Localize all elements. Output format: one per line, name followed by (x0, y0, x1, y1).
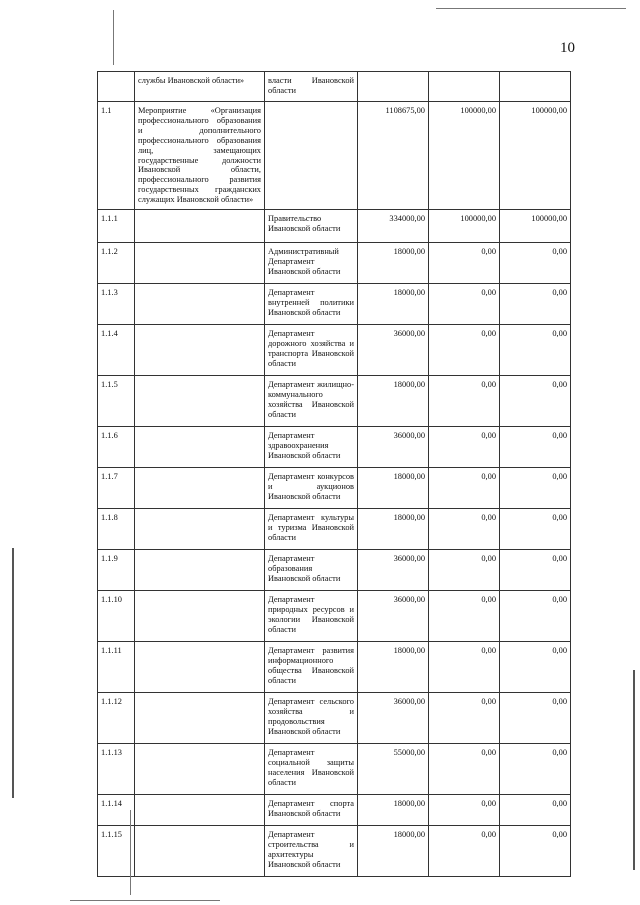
value-year-3: 0,00 (500, 795, 571, 826)
row-number: 1.1.6 (98, 427, 135, 468)
value-total: 1108675,00 (358, 102, 429, 210)
value-year-3: 0,00 (500, 325, 571, 376)
value-total: 18000,00 (358, 243, 429, 284)
row-number: 1.1.7 (98, 468, 135, 509)
value-year-2: 0,00 (429, 744, 500, 795)
value-total: 36000,00 (358, 427, 429, 468)
value-year-2: 0,00 (429, 795, 500, 826)
value-year-3: 0,00 (500, 693, 571, 744)
value-year-2: 0,00 (429, 376, 500, 427)
table-row (98, 550, 571, 591)
value-year-3: 0,00 (500, 243, 571, 284)
executor-name (265, 102, 358, 210)
value-year-3 (500, 72, 571, 102)
table-row (98, 210, 571, 243)
executor-name: Департамент внутренней политики Ивановской области (265, 284, 358, 325)
executor-name: Департамент жилищно-коммунального хозяйства Ивановской области (265, 376, 358, 427)
value-total: 36000,00 (358, 550, 429, 591)
value-year-2: 0,00 (429, 826, 500, 877)
value-year-2 (429, 72, 500, 102)
activity-name (135, 509, 265, 550)
value-year-3: 0,00 (500, 550, 571, 591)
scan-line (436, 8, 626, 9)
budget-table (97, 71, 571, 877)
row-number: 1.1.14 (98, 795, 135, 826)
value-total: 18000,00 (358, 376, 429, 427)
activity-name: Мероприятие «Организация профессионального образования и дополнительного профессионального образования лиц, замещающих государственные должности Ивановской области, профессионального развития государственных гражданских служащих Ивановской области» (135, 102, 265, 210)
row-number: 1.1 (98, 102, 135, 210)
executor-name: Департамент социальной защиты населения Ивановской области (265, 744, 358, 795)
row-number: 1.1.5 (98, 376, 135, 427)
executor-name: Департамент развития информационного общества Ивановской области (265, 642, 358, 693)
value-year-3: 0,00 (500, 509, 571, 550)
row-number: 1.1.10 (98, 591, 135, 642)
activity-name (135, 376, 265, 427)
value-year-3: 0,00 (500, 376, 571, 427)
activity-name (135, 210, 265, 243)
value-year-3: 0,00 (500, 284, 571, 325)
row-number: 1.1.3 (98, 284, 135, 325)
executor-name: власти Ивановской области (265, 72, 358, 102)
table-row (98, 826, 571, 877)
executor-name: Департамент конкурсов и аукционов Ивановской области (265, 468, 358, 509)
value-total: 18000,00 (358, 642, 429, 693)
row-number: 1.1.1 (98, 210, 135, 243)
row-number: 1.1.8 (98, 509, 135, 550)
table-row (98, 642, 571, 693)
value-total: 18000,00 (358, 826, 429, 877)
row-number: 1.1.4 (98, 325, 135, 376)
value-total: 36000,00 (358, 325, 429, 376)
value-year-2: 0,00 (429, 591, 500, 642)
value-year-3: 0,00 (500, 744, 571, 795)
executor-name: Департамент спорта Ивановской области (265, 795, 358, 826)
activity-name (135, 427, 265, 468)
value-year-3: 100000,00 (500, 210, 571, 243)
table-row (98, 468, 571, 509)
activity-name (135, 284, 265, 325)
value-total: 36000,00 (358, 693, 429, 744)
value-year-2: 0,00 (429, 468, 500, 509)
executor-name: Департамент сельского хозяйства и продовольствия Ивановской области (265, 693, 358, 744)
value-year-2: 0,00 (429, 642, 500, 693)
value-total (358, 72, 429, 102)
row-number: 1.1.2 (98, 243, 135, 284)
value-total: 18000,00 (358, 284, 429, 325)
activity-name (135, 642, 265, 693)
value-total: 55000,00 (358, 744, 429, 795)
value-total: 18000,00 (358, 795, 429, 826)
value-year-2: 100000,00 (429, 210, 500, 243)
activity-name (135, 826, 265, 877)
activity-name: службы Ивановской области» (135, 72, 265, 102)
activity-name (135, 591, 265, 642)
table-row (98, 509, 571, 550)
page-number: 10 (560, 40, 575, 56)
executor-name: Департамент образования Ивановской области (265, 550, 358, 591)
row-number: 1.1.13 (98, 744, 135, 795)
table-row (98, 284, 571, 325)
value-year-2: 0,00 (429, 509, 500, 550)
executor-name: Департамент дорожного хозяйства и транспорта Ивановской области (265, 325, 358, 376)
value-year-3: 0,00 (500, 642, 571, 693)
executor-name: Департамент культуры и туризма Ивановской области (265, 509, 358, 550)
table-row (98, 243, 571, 284)
value-year-3: 100000,00 (500, 102, 571, 210)
value-total: 18000,00 (358, 468, 429, 509)
value-year-2: 0,00 (429, 427, 500, 468)
scan-line (633, 670, 635, 870)
value-year-2: 100000,00 (429, 102, 500, 210)
executor-name: Департамент строительства и архитектуры Ивановской области (265, 826, 358, 877)
value-year-2: 0,00 (429, 243, 500, 284)
scan-line (12, 548, 14, 798)
table-row (98, 744, 571, 795)
value-total: 36000,00 (358, 591, 429, 642)
table-row-top (98, 72, 571, 102)
row-number: 1.1.15 (98, 826, 135, 877)
table-row-main (98, 102, 571, 210)
row-number (98, 72, 135, 102)
value-year-3: 0,00 (500, 826, 571, 877)
executor-name: Департамент природных ресурсов и экологии Ивановской области (265, 591, 358, 642)
scan-line (130, 810, 131, 895)
executor-name: Правительство Ивановской области (265, 210, 358, 243)
table-row (98, 591, 571, 642)
executor-name: Департамент здравоохранения Ивановской области (265, 427, 358, 468)
activity-name (135, 693, 265, 744)
value-year-3: 0,00 (500, 591, 571, 642)
value-year-3: 0,00 (500, 468, 571, 509)
table-row (98, 427, 571, 468)
value-year-2: 0,00 (429, 325, 500, 376)
table-row (98, 795, 571, 826)
row-number: 1.1.12 (98, 693, 135, 744)
table-row (98, 325, 571, 376)
activity-name (135, 550, 265, 591)
value-year-2: 0,00 (429, 284, 500, 325)
value-total: 334000,00 (358, 210, 429, 243)
executor-name: Административный Департамент Ивановской области (265, 243, 358, 284)
row-number: 1.1.11 (98, 642, 135, 693)
scan-line (70, 900, 220, 901)
activity-name (135, 243, 265, 284)
activity-name (135, 325, 265, 376)
activity-name (135, 468, 265, 509)
scan-line (113, 10, 114, 65)
value-total: 18000,00 (358, 509, 429, 550)
table-row (98, 693, 571, 744)
activity-name (135, 744, 265, 795)
value-year-2: 0,00 (429, 550, 500, 591)
table-row (98, 376, 571, 427)
value-year-3: 0,00 (500, 427, 571, 468)
activity-name (135, 795, 265, 826)
value-year-2: 0,00 (429, 693, 500, 744)
row-number: 1.1.9 (98, 550, 135, 591)
